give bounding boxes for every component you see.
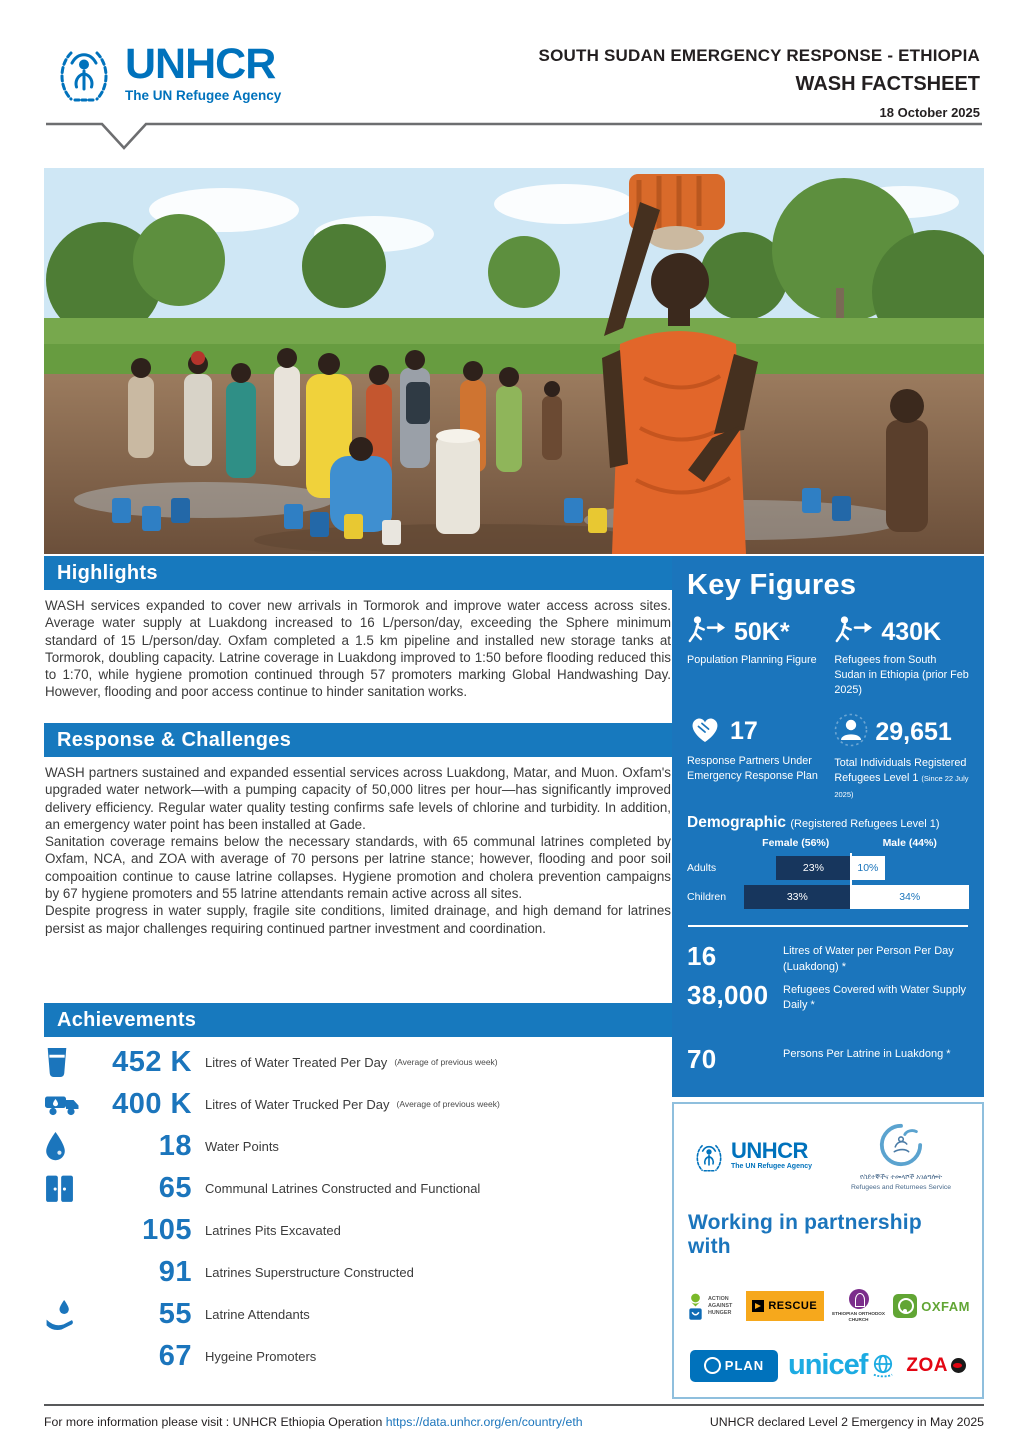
- stat-label: [834, 756, 969, 801]
- photo-illustration: [44, 168, 984, 554]
- stat-label-text: Total Individuals Registered Refugees Level 1: [834, 757, 967, 785]
- stat-value: 50K*: [734, 617, 790, 646]
- achievement-value: 452 K: [112, 1045, 192, 1078]
- achievement-value: 105: [142, 1213, 192, 1246]
- page-footer: [44, 1404, 984, 1429]
- handshake-icon: [687, 713, 723, 750]
- unhcr-emblem-icon: [692, 1141, 726, 1175]
- metric-value: 38,000: [687, 979, 769, 1010]
- partnership-heading: Working in partnership with: [688, 1211, 922, 1259]
- header-titles: [539, 46, 980, 120]
- rrs-name-english: Refugees and Returnees Service: [850, 1184, 952, 1192]
- eoc-label: ETHIOPIAN ORTHODOX CHURCH: [832, 1311, 885, 1323]
- achievement-value: 55: [158, 1297, 192, 1330]
- oxfam-mark-icon: [893, 1294, 917, 1318]
- water-glass-icon: [44, 1047, 92, 1078]
- stat-response-partners: [687, 713, 824, 801]
- unhcr-logo-tagline: The UN Refugee Agency: [731, 1162, 813, 1170]
- panel-divider: [688, 925, 968, 927]
- achievement-row: [44, 1088, 672, 1120]
- unhcr-logo-name: UNHCR: [731, 1137, 808, 1163]
- metric-value: 70: [687, 1044, 717, 1075]
- achievement-row: [44, 1340, 672, 1372]
- report-date: 18 October 2025: [879, 105, 980, 120]
- bar-female-children: 33%: [744, 885, 850, 909]
- stat-label-note: (Since 22 July 2025): [834, 774, 969, 799]
- achievement-label: Communal Latrines Constructed and Functional: [205, 1180, 481, 1196]
- report-title: SOUTH SUDAN EMERGENCY RESPONSE - ETHIOPIA: [538, 46, 980, 65]
- achievement-value: 18: [158, 1129, 192, 1162]
- achievement-label: Latrines Superstructure Constructed: [205, 1264, 414, 1280]
- footer-left: [44, 1415, 583, 1429]
- logo-unicef: [788, 1349, 896, 1382]
- oxfam-label: OXFAM: [921, 1298, 970, 1314]
- achievements-list: [44, 1046, 672, 1372]
- latrine-icon: [44, 1173, 92, 1204]
- hand-drop-icon: [44, 1299, 92, 1330]
- report-subtitle: WASH FACTSHEET: [795, 73, 980, 95]
- person-icon: [834, 713, 868, 752]
- bar-male-adults: 10%: [850, 856, 885, 880]
- zoa-label: ZOA: [906, 1354, 948, 1376]
- demographic-subtitle: (Registered Refugees Level 1): [790, 817, 940, 830]
- demographic-chart: [687, 835, 969, 909]
- achievement-row: [44, 1130, 672, 1162]
- key-figures-panel: [672, 556, 984, 1097]
- plan-label: PLAN: [724, 1358, 765, 1374]
- chart-axis: [850, 853, 852, 909]
- key-figures-grid: [687, 615, 969, 802]
- partnership-logos-top: [686, 1122, 970, 1193]
- response-paragraph-1: WASH partners sustained and expanded essential services across Luakdong, Matar, and Muon. Oxfam's upgraded water network—with a pumping capacity of 50,000 litres per hour—has significantly improved delivery efficiency. Regular water quality testing confirms safe levels of chlorine and turbidity. In addition, an emergency water point has been installed at Gade.: [45, 765, 671, 832]
- achievement-row: [44, 1256, 672, 1288]
- key-figures-title: Key Figures: [687, 569, 857, 601]
- rrs-emblem-icon: [878, 1122, 924, 1168]
- footer-right-text: UNHCR declared Level 2 Emergency in May 2025: [709, 1415, 984, 1429]
- metric-label: Refugees Covered with Water Supply Daily *: [783, 983, 967, 1012]
- unicef-globe-icon: [870, 1353, 896, 1379]
- logo-zoa: [906, 1355, 966, 1377]
- key-metrics: [687, 941, 969, 1120]
- metric-water-coverage: [687, 980, 969, 1015]
- achievement-value: 400 K: [112, 1087, 192, 1120]
- achievements-title: Achievements: [57, 1008, 197, 1031]
- water-truck-icon: [44, 1091, 92, 1117]
- achievement-label: Litres of Water Trucked Per Day: [205, 1096, 390, 1112]
- achievement-value: 91: [158, 1255, 192, 1288]
- achievement-label: Latrines Pits Excavated: [205, 1222, 341, 1238]
- header-divider: [44, 118, 984, 152]
- achievement-label: Latrine Attendants: [205, 1306, 310, 1322]
- zoa-mark-icon: [951, 1358, 966, 1373]
- bar-male-children: 34%: [850, 885, 969, 909]
- footer-link[interactable]: https://data.unhcr.org/en/country/eth: [385, 1415, 583, 1429]
- footer-left-text: For more information please visit : UNHCR Ethiopia Operation: [44, 1415, 383, 1429]
- achievement-row: [44, 1046, 672, 1078]
- achievement-note: (Average of previous week): [394, 1057, 498, 1067]
- metric-value: 16: [687, 940, 717, 971]
- stat-value: 17: [730, 717, 758, 746]
- partner-logos-row-1: [686, 1289, 970, 1323]
- demographic-title: [687, 814, 969, 832]
- achievements-header: [44, 1003, 672, 1037]
- logo-international-rescue-committee: [746, 1291, 824, 1321]
- achievement-note: (Average of previous week): [396, 1099, 500, 1109]
- stat-refugees-total: [834, 615, 969, 698]
- aah-icon: [686, 1292, 705, 1321]
- legend-male: Male (44%): [882, 836, 937, 849]
- logo-ethiopian-orthodox-church: [826, 1289, 892, 1323]
- partnership-box: [672, 1102, 984, 1399]
- stat-registered-refugees: [834, 713, 969, 801]
- stat-value: 430K: [881, 617, 942, 646]
- category-label: Children: [687, 890, 727, 903]
- logo-plan-international: [690, 1350, 778, 1382]
- refugee-running-icon: [834, 615, 874, 649]
- metric-label: Persons Per Latrine in Luakdong *: [783, 1048, 951, 1061]
- chart-row-adults: [687, 856, 969, 880]
- unhcr-logo-name: UNHCR: [125, 40, 276, 88]
- plan-mark-icon: [704, 1357, 721, 1374]
- aah-label: ACTION AGAINST HUNGER: [708, 1296, 733, 1316]
- water-drop-icon: [44, 1131, 92, 1162]
- response-paragraph-3: Despite progress in water supply, fragile site conditions, limited drainage, and high demand for latrines persist as major challenges requiring continued partner investment and coordination.: [45, 903, 671, 936]
- unicef-label: unicef: [787, 1349, 868, 1382]
- stat-value: 29,651: [875, 718, 952, 747]
- left-column: [44, 556, 672, 1382]
- response-body: [45, 764, 671, 1003]
- chart-row-children: [687, 885, 969, 909]
- achievement-row: [44, 1214, 672, 1246]
- demographic-title-text: Demographic: [687, 813, 787, 831]
- category-label: Adults: [687, 861, 717, 874]
- achievement-label: Hygeine Promoters: [205, 1348, 317, 1364]
- achievement-value: 65: [158, 1171, 192, 1204]
- achievement-label: Water Points: [205, 1138, 279, 1154]
- stat-label: Response Partners Under Emergency Response Plan: [687, 755, 818, 783]
- partner-logos-row-2: [686, 1349, 970, 1382]
- achievement-row: [44, 1298, 672, 1330]
- stat-population-planning: [687, 615, 824, 698]
- logo-action-against-hunger: [686, 1292, 744, 1321]
- stat-label: Refugees from South Sudan in Ethiopia (prior Feb 2025): [834, 654, 969, 697]
- achievement-label: Litres of Water Treated Per Day: [205, 1054, 388, 1070]
- rrs-logo: [832, 1122, 970, 1193]
- bar-female-adults: 23%: [776, 856, 850, 880]
- highlights-header: [44, 556, 672, 590]
- rrs-name-amharic: የስደተኞችና ተመላሾች አገልግሎት: [859, 1174, 943, 1181]
- achievement-value: 67: [158, 1339, 192, 1372]
- metric-persons-per-latrine: [687, 1044, 969, 1075]
- irc-mark-icon: [752, 1300, 764, 1312]
- chart-legend: [687, 835, 969, 851]
- achievement-row: [44, 1172, 672, 1204]
- eoc-emblem-icon: [849, 1289, 869, 1309]
- logo-oxfam: [893, 1294, 970, 1318]
- stat-label: Population Planning Figure: [687, 654, 817, 666]
- irc-label: RESCUE: [768, 1300, 818, 1313]
- unhcr-logo: [52, 40, 282, 108]
- legend-female: Female (56%): [762, 836, 830, 849]
- metric-label: Litres of Water per Person Per Day (Luakdong) *: [783, 944, 954, 973]
- highlights-title: Highlights: [57, 561, 158, 584]
- unhcr-logo-tagline: The UN Refugee Agency: [125, 87, 282, 103]
- highlights-body: WASH services expanded to cover new arrivals in Tormorok and improve water access across sites. Average water supply at Luakdong increased to 16 L/person/day, exceeding the Sphere minimum standard of 15 L/person/day. Oxfam completed a 1.5 km pipeline and installed new storage tanks at Tormorok, doubling capacity. Latrine coverage in Luakdong improved to 1:50 before flooding reduced this to 1:70, while hygiene promotion continued through 57 promoters marking Global Handwashing Day. However, flooding and poor access continue to hinder sanitation works.: [45, 598, 671, 700]
- response-title: Response & Challenges: [57, 728, 292, 751]
- photo-water-point: [44, 168, 984, 554]
- refugee-running-icon: [687, 615, 727, 649]
- unhcr-emblem-icon: [52, 44, 116, 108]
- response-paragraph-2: Sanitation coverage remains below the necessary standards, with 65 communal latrines completed by Oxfam, NCA, and ZOA with average of 70 persons per latrine stance; however, flooding and poor soil compoaition continue to cause latrine collapses. Hygiene promotion and cholera prevention campaigns by 67 hygiene promoters and 55 latrine attendants remain active across all sites.: [45, 834, 671, 902]
- metric-water-per-person: [687, 941, 969, 976]
- unhcr-logo-small: [692, 1137, 813, 1175]
- response-header: [44, 723, 672, 757]
